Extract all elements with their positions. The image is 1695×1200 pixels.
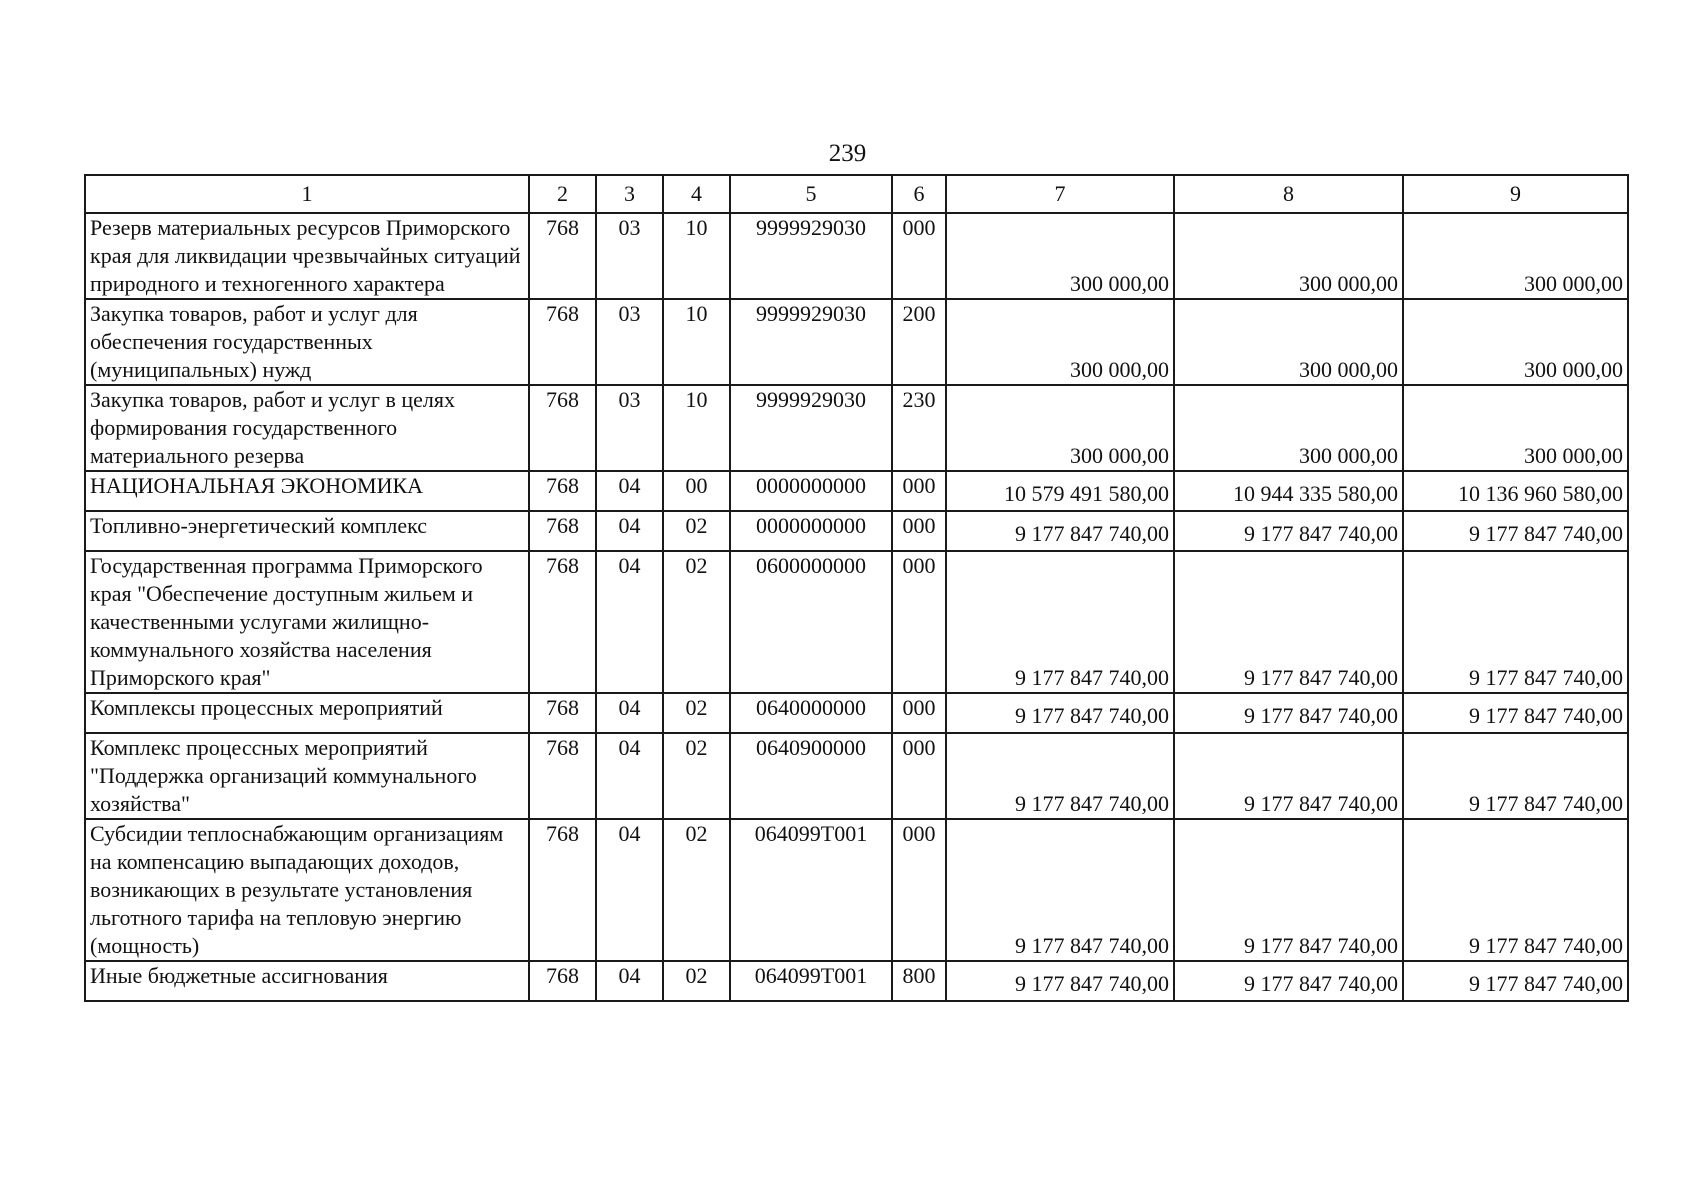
section-code: 03 (596, 213, 663, 299)
subsection-code: 10 (663, 299, 730, 385)
expense-type-code: 000 (892, 511, 946, 551)
section-code: 04 (596, 819, 663, 961)
amount-col-8: 300 000,00 (1174, 385, 1403, 471)
expense-type-code: 000 (892, 819, 946, 961)
section-code: 04 (596, 961, 663, 1001)
row-name: Иные бюджетные ассигнования (85, 961, 529, 1001)
section-code: 04 (596, 511, 663, 551)
amount-col-9: 9 177 847 740,00 (1403, 693, 1628, 733)
table-row (85, 961, 1628, 1001)
ministry-code: 768 (529, 385, 596, 471)
amount-col-8: 9 177 847 740,00 (1174, 551, 1403, 693)
amount-col-9: 9 177 847 740,00 (1403, 733, 1628, 819)
page-number: 239 (828, 140, 867, 167)
target-article-code: 064099Т001 (730, 961, 892, 1001)
expense-type-code: 000 (892, 471, 946, 511)
row-name: Комплекс процессных мероприятий "Поддержка организаций коммунального хозяйства" (85, 733, 529, 819)
expense-type-code: 000 (892, 693, 946, 733)
ministry-code: 768 (529, 299, 596, 385)
subsection-code: 00 (663, 471, 730, 511)
table-row (85, 299, 1628, 385)
row-name: Резерв материальных ресурсов Приморского края для ликвидации чрезвычайных ситуаций природного и техногенного характера (85, 213, 529, 299)
target-article-code: 0640900000 (730, 733, 892, 819)
amount-col-7: 9 177 847 740,00 (946, 551, 1174, 693)
row-name: НАЦИОНАЛЬНАЯ ЭКОНОМИКА (85, 471, 529, 511)
row-name: Закупка товаров, работ и услуг в целях формирования государственного материального резерва (85, 385, 529, 471)
section-code: 04 (596, 733, 663, 819)
amount-col-8: 9 177 847 740,00 (1174, 961, 1403, 1001)
row-name: Комплексы процессных мероприятий (85, 693, 529, 733)
table-row (85, 511, 1628, 551)
section-code: 03 (596, 299, 663, 385)
amount-col-9: 9 177 847 740,00 (1403, 961, 1628, 1001)
amount-col-7: 9 177 847 740,00 (946, 819, 1174, 961)
amount-col-7: 300 000,00 (946, 213, 1174, 299)
row-name: Топливно-энергетический комплекс (85, 511, 529, 551)
subsection-code: 02 (663, 511, 730, 551)
table-row (85, 819, 1628, 961)
header-cell: 6 (892, 175, 946, 213)
amount-col-9: 9 177 847 740,00 (1403, 511, 1628, 551)
amount-col-7: 9 177 847 740,00 (946, 693, 1174, 733)
table-row (85, 213, 1628, 299)
table-row (85, 471, 1628, 511)
amount-col-9: 10 136 960 580,00 (1403, 471, 1628, 511)
amount-col-7: 9 177 847 740,00 (946, 961, 1174, 1001)
ministry-code: 768 (529, 733, 596, 819)
subsection-code: 02 (663, 819, 730, 961)
subsection-code: 02 (663, 551, 730, 693)
header-cell: 9 (1403, 175, 1628, 213)
section-code: 03 (596, 385, 663, 471)
expense-type-code: 800 (892, 961, 946, 1001)
amount-col-9: 9 177 847 740,00 (1403, 551, 1628, 693)
target-article-code: 9999929030 (730, 213, 892, 299)
row-name: Государственная программа Приморского края "Обеспечение доступным жильем и качественными услугами жилищно-коммунального хозяйства населения Приморского края" (85, 551, 529, 693)
table-row (85, 385, 1628, 471)
section-code: 04 (596, 471, 663, 511)
ministry-code: 768 (529, 819, 596, 961)
expense-type-code: 000 (892, 213, 946, 299)
header-cell: 2 (529, 175, 596, 213)
amount-col-8: 300 000,00 (1174, 299, 1403, 385)
ministry-code: 768 (529, 471, 596, 511)
ministry-code: 768 (529, 511, 596, 551)
amount-col-8: 300 000,00 (1174, 213, 1403, 299)
expense-type-code: 230 (892, 385, 946, 471)
row-name: Субсидии теплоснабжающим организациям на компенсацию выпадающих доходов, возникающих в результате установления льготного тарифа на тепловую энергию (мощность) (85, 819, 529, 961)
header-cell: 5 (730, 175, 892, 213)
target-article-code: 9999929030 (730, 299, 892, 385)
amount-col-9: 9 177 847 740,00 (1403, 819, 1628, 961)
amount-col-7: 9 177 847 740,00 (946, 511, 1174, 551)
section-code: 04 (596, 551, 663, 693)
expense-type-code: 200 (892, 299, 946, 385)
subsection-code: 10 (663, 213, 730, 299)
subsection-code: 02 (663, 733, 730, 819)
amount-col-8: 9 177 847 740,00 (1174, 819, 1403, 961)
amount-col-8: 9 177 847 740,00 (1174, 511, 1403, 551)
budget-table (84, 174, 1629, 1002)
amount-col-7: 10 579 491 580,00 (946, 471, 1174, 511)
amount-col-9: 300 000,00 (1403, 299, 1628, 385)
ministry-code: 768 (529, 961, 596, 1001)
table-row (85, 733, 1628, 819)
target-article-code: 0000000000 (730, 511, 892, 551)
table-row (85, 693, 1628, 733)
row-name: Закупка товаров, работ и услуг для обеспечения государственных (муниципальных) нужд (85, 299, 529, 385)
header-cell: 3 (596, 175, 663, 213)
target-article-code: 0640000000 (730, 693, 892, 733)
amount-col-8: 9 177 847 740,00 (1174, 733, 1403, 819)
target-article-code: 064099Т001 (730, 819, 892, 961)
amount-col-9: 300 000,00 (1403, 385, 1628, 471)
subsection-code: 02 (663, 961, 730, 1001)
ministry-code: 768 (529, 693, 596, 733)
amount-col-8: 10 944 335 580,00 (1174, 471, 1403, 511)
subsection-code: 10 (663, 385, 730, 471)
header-cell: 4 (663, 175, 730, 213)
ministry-code: 768 (529, 551, 596, 693)
header-cell: 8 (1174, 175, 1403, 213)
expense-type-code: 000 (892, 551, 946, 693)
table-header-row (85, 175, 1628, 213)
target-article-code: 0000000000 (730, 471, 892, 511)
table-row (85, 551, 1628, 693)
target-article-code: 9999929030 (730, 385, 892, 471)
amount-col-7: 9 177 847 740,00 (946, 733, 1174, 819)
amount-col-8: 9 177 847 740,00 (1174, 693, 1403, 733)
target-article-code: 0600000000 (730, 551, 892, 693)
section-code: 04 (596, 693, 663, 733)
expense-type-code: 000 (892, 733, 946, 819)
ministry-code: 768 (529, 213, 596, 299)
amount-col-9: 300 000,00 (1403, 213, 1628, 299)
header-cell: 7 (946, 175, 1174, 213)
header-cell: 1 (85, 175, 529, 213)
subsection-code: 02 (663, 693, 730, 733)
amount-col-7: 300 000,00 (946, 385, 1174, 471)
amount-col-7: 300 000,00 (946, 299, 1174, 385)
